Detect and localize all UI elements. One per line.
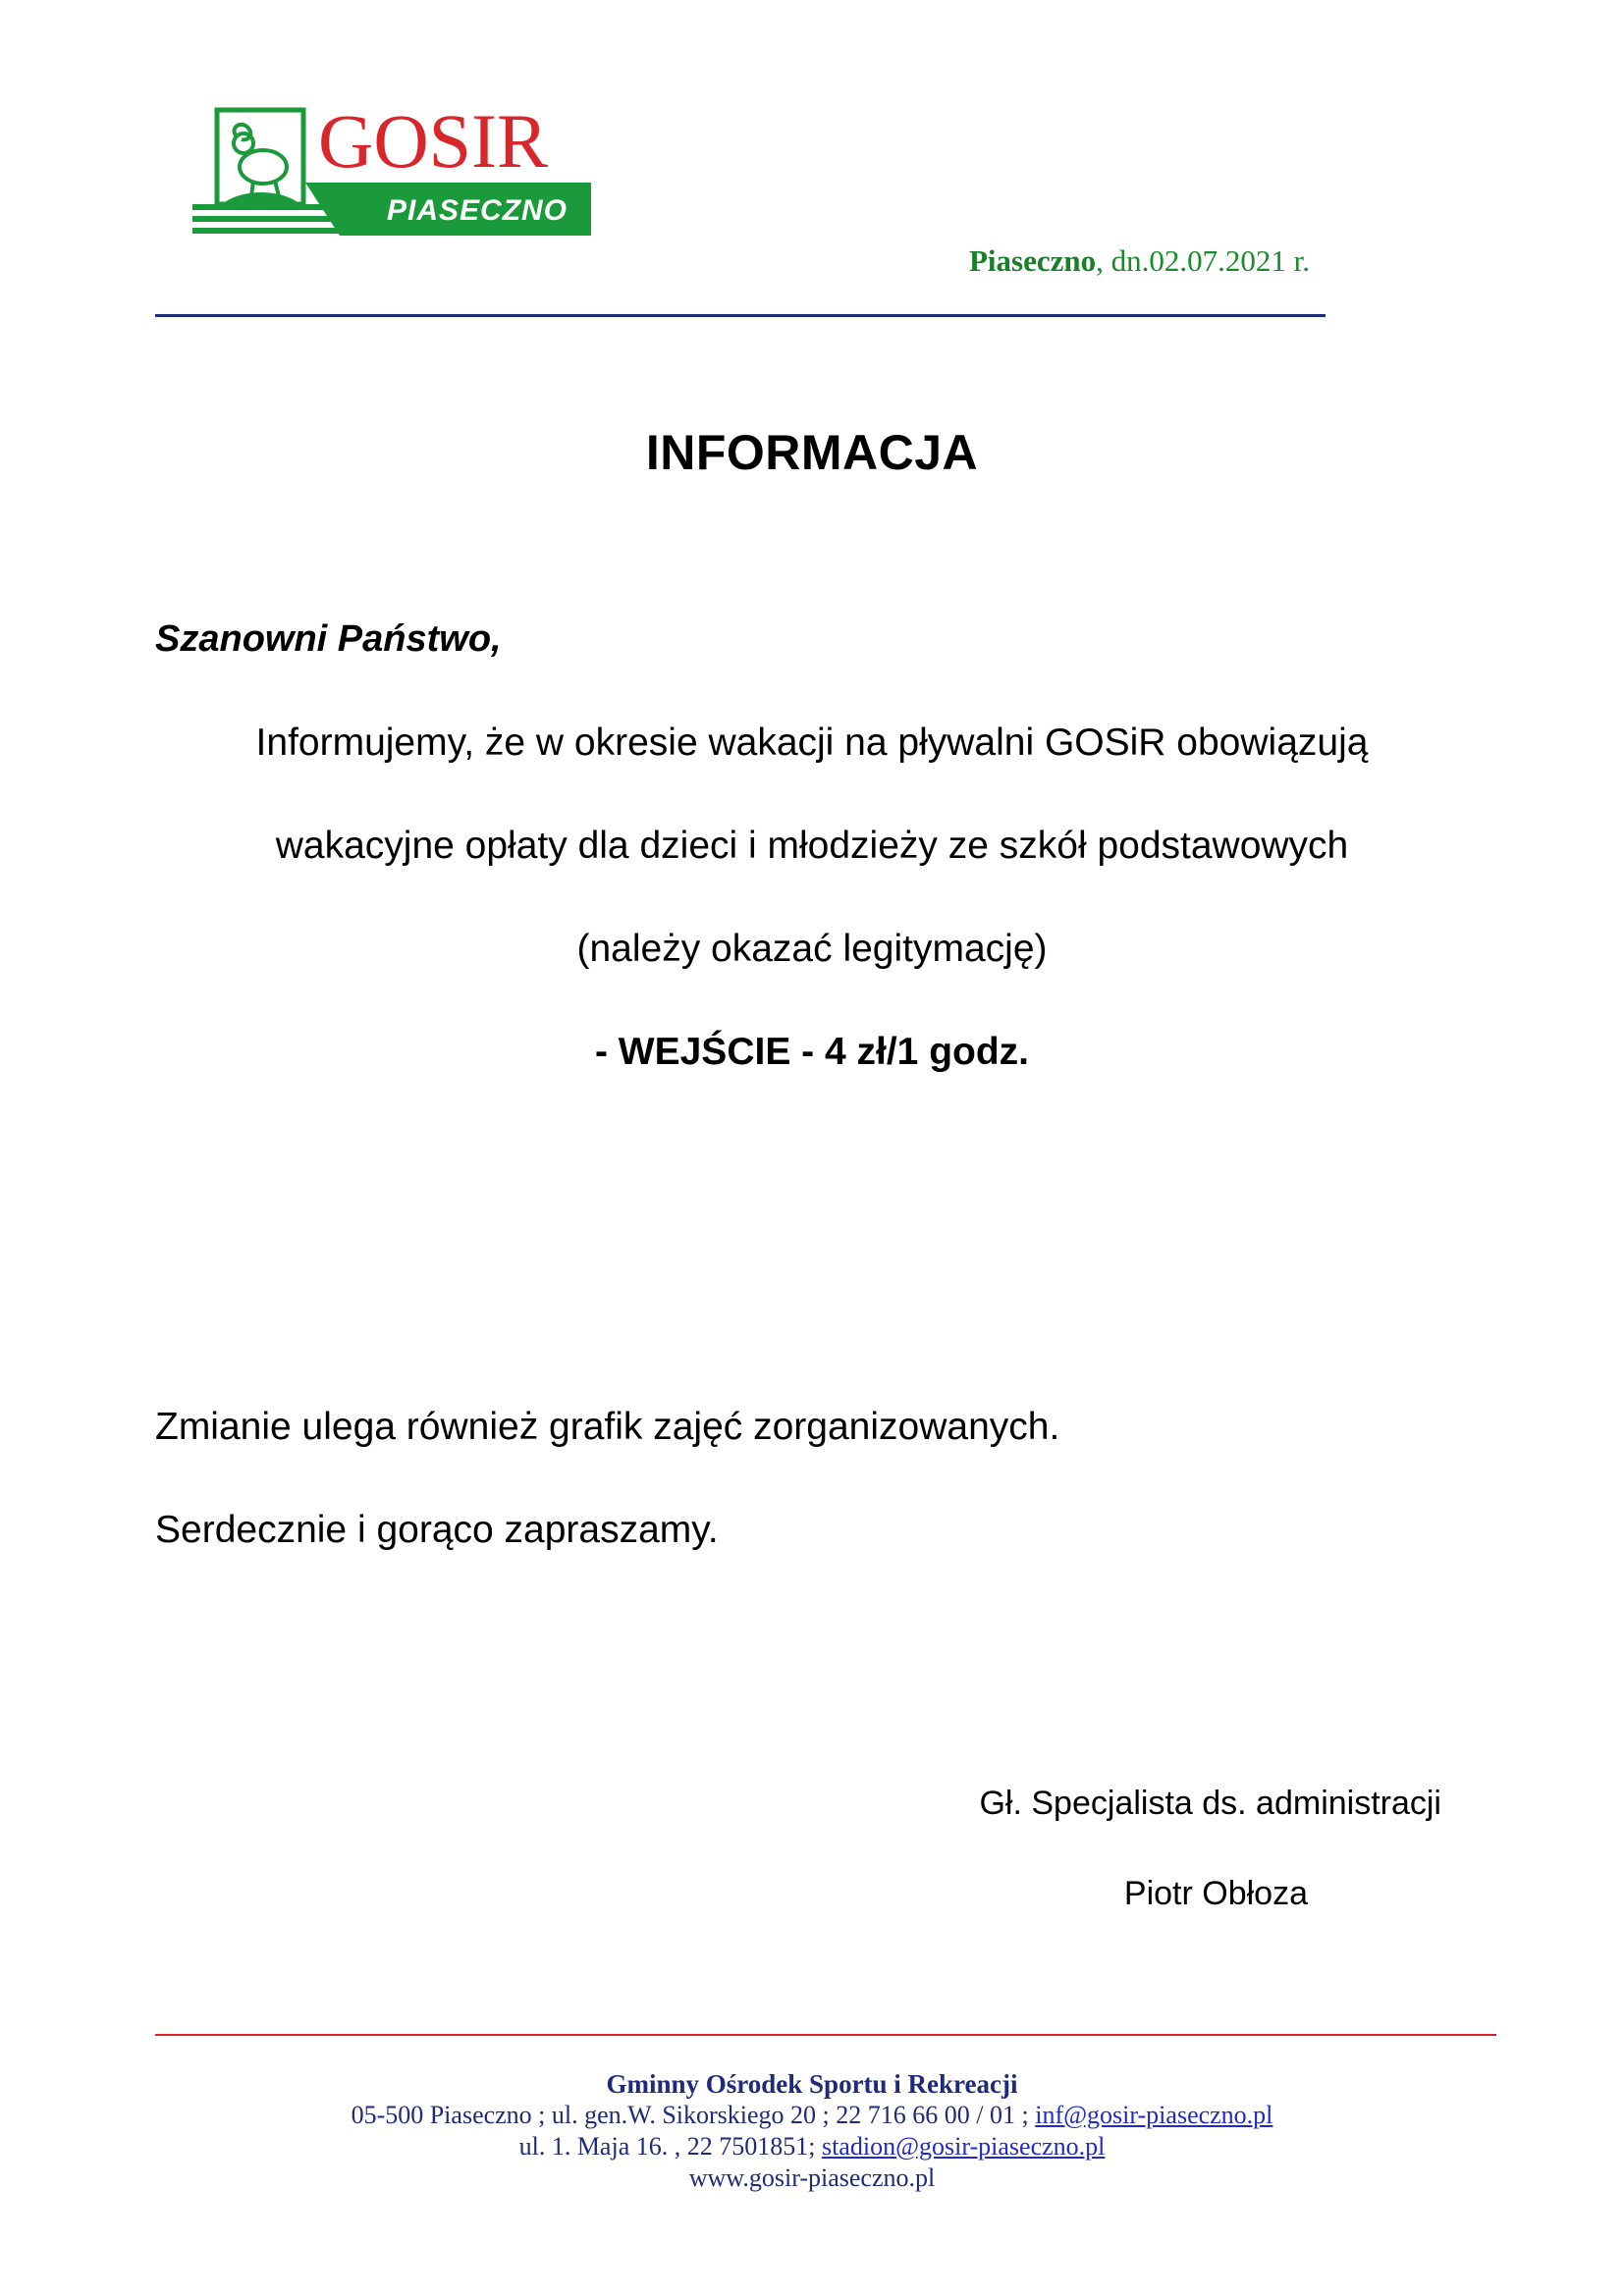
body-line-3: (należy okazać legitymację) — [576, 928, 1048, 970]
gosir-logo-graphic — [192, 106, 595, 236]
footer-address-text: 05-500 Piaseczno ; ul. gen.W. Sikorskiego 20 ; 22 716 66 00 / 01 ; — [351, 2101, 1036, 2129]
logo-name-text: GOSIR — [318, 106, 549, 184]
schedule-note: Zmianie ulega również grafik zajęć zorganizowanych. — [155, 1406, 1060, 1448]
gosir-logo — [192, 106, 595, 236]
footer-stadion-email-link[interactable]: stadion@gosir-piaseczno.pl — [821, 2132, 1106, 2161]
header-divider — [155, 314, 1326, 317]
footer-stadion-line — [0, 2132, 1624, 2162]
footer-website[interactable]: www.gosir-piaseczno.pl — [688, 2163, 936, 2192]
date-city: Piaseczno — [968, 243, 1097, 278]
footer-stadion-text: ul. 1. Maja 16. , 22 7501851; — [518, 2132, 822, 2161]
date-line — [969, 243, 1310, 279]
salutation: Szanowni Państwo, — [155, 618, 502, 660]
ram-icon — [222, 125, 300, 204]
logo-sub-text: PIASECZNO — [387, 194, 568, 227]
footer-email-link[interactable]: inf@gosir-piaseczno.pl — [1035, 2101, 1273, 2129]
footer-org-name: Gminny Ośrodek Sportu i Rekreacji — [606, 2069, 1018, 2099]
price-line: - WEJŚCIE - 4 zł/1 godz. — [594, 1031, 1030, 1073]
date-value: , dn.02.07.2021 r. — [1096, 243, 1310, 278]
footer-divider — [155, 2034, 1496, 2036]
body-line-2: wakacyjne opłaty dla dzieci i młodzieży ze szkół podstawowych — [275, 825, 1349, 867]
body-line-1: Informujemy, że w okresie wakacji na pływalni GOSiR obowiązują — [255, 721, 1369, 764]
page-title: INFORMACJA — [645, 425, 979, 480]
footer-address-line — [0, 2101, 1624, 2130]
invitation-note: Serdecznie i gorąco zapraszamy. — [155, 1509, 719, 1551]
signature-name: Piotr Obłoza — [1123, 1875, 1308, 1912]
signature-title: Gł. Specjalista ds. administracji — [979, 1785, 1441, 1822]
